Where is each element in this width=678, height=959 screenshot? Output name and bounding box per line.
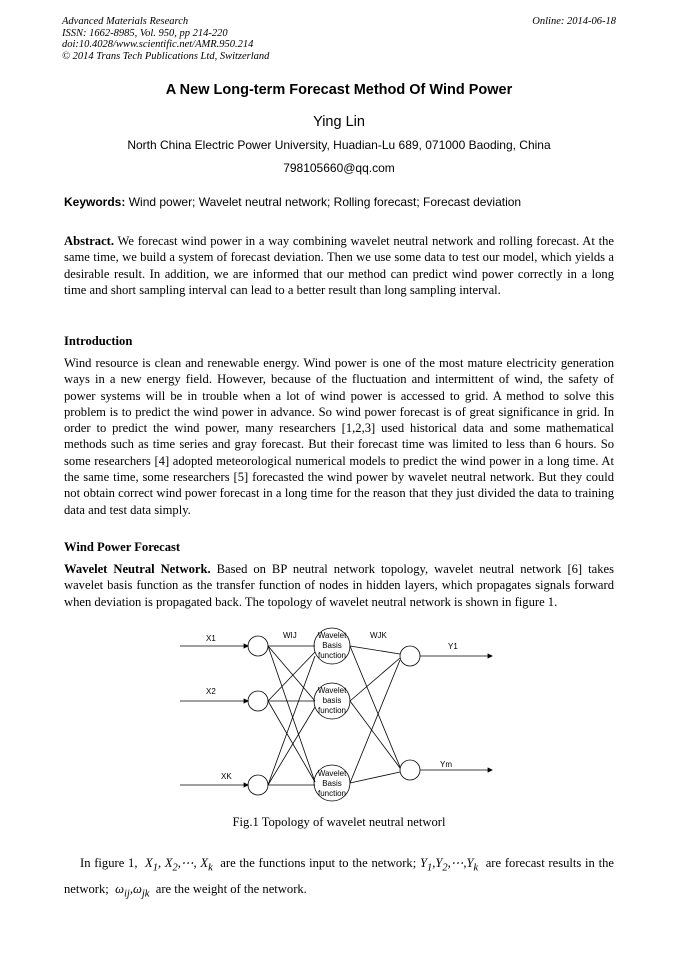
- input-node: [248, 636, 268, 656]
- hidden-label: function: [317, 706, 347, 715]
- hidden-label: Wavelet: [317, 631, 347, 640]
- after-fig-weights-text: are the weight of the network.: [155, 881, 307, 896]
- wnn-text: Based on BP neutral network topology, wavelet neutral network [6] takes wavelet basis function as the transfer function of nodes in hidden layers, which propagates signals forward when deviation is propagated back. The topology of wavelet neutral network is shown in figure 1.: [64, 562, 614, 609]
- affiliation: North China Electric Power University, Huadian-Lu 689, 071000 Baoding, China: [127, 138, 551, 152]
- math-outputs: $Y_1,Y_2,\cdots,Y_k$: [419, 856, 479, 874]
- hidden-label: basis: [322, 696, 342, 705]
- weight-link: [268, 646, 315, 782]
- arrow-head: [244, 699, 248, 703]
- intro-text: Wind resource is clean and renewable energy. Wind power is one of the most mature electricity generation ways in a new energy field. However, because of the fluctuation and intermittent of wind, the safety of power systems will be in trouble when a lot of wind power is accessed to grid. A method to solve this problem is to predict the wind power in advance. So wind power forecast is of great significance in grid. In order to predict the wind power, many researchers [1,2,3] used historical data and some mathematical methods such as time series and gray forecast. But their forecast time was limited to less than 6 hours. So some researchers [4] adopted meteorological numerical models to predict the wind power in a long time. At the same time, some researchers [5] forecasted the wind power by wavelet neutral network. But they could not obtain correct wind power forecast in a long time for the reason that they just divided the data to training data and test data simply.: [64, 356, 614, 517]
- arrow-head: [244, 644, 248, 648]
- journal-name: Advanced Materials Research: [62, 16, 189, 27]
- weight-link: [350, 701, 400, 768]
- weight-link: [350, 772, 400, 783]
- keywords: [64, 195, 521, 209]
- hidden-label: function: [317, 651, 347, 660]
- output-label: Ym: [440, 760, 452, 769]
- arrow-head: [244, 783, 248, 787]
- figure-caption: Fig.1 Topology of wavelet neutral networl: [232, 815, 446, 829]
- arrow-head: [488, 768, 492, 772]
- hidden-label: Basis: [322, 779, 342, 788]
- intro-heading: Introduction: [64, 334, 133, 348]
- weights-in-label: WIJ: [283, 631, 297, 640]
- input-label: X2: [206, 687, 216, 696]
- input-node: [248, 691, 268, 711]
- weight-link: [350, 660, 400, 783]
- wnn-label: Wavelet Neutral Network.: [64, 562, 211, 576]
- online-date: Online: 2014-06-18: [532, 16, 616, 27]
- wnn-paragraph: [64, 561, 614, 610]
- weight-link: [268, 646, 315, 701]
- copyright: © 2014 Trans Tech Publications Ltd, Switzerland: [62, 50, 270, 62]
- after-fig-inputs-text: are the functions input to the network;: [220, 856, 417, 870]
- input-node: [248, 775, 268, 795]
- abstract-text: We forecast wind power in a way combining wavelet neutral network and rolling forecast. At the same time, we build a system of forecast deviation. Then we use some data to test our model, which yields a desirable result. In addition, we are informed that our method can predict wind power correctly in a long time and short sampling interval can lead to a better result than long sampling interval.: [64, 234, 614, 297]
- weights-out-label: WJK: [370, 631, 387, 640]
- wavelet-network-figure: [178, 622, 498, 812]
- paper-title: A New Long-term Forecast Method Of Wind Power: [165, 82, 513, 98]
- keywords-label: Keywords:: [64, 195, 126, 209]
- after-figure-paragraph: [64, 853, 614, 904]
- hidden-label: Wavelet: [317, 686, 347, 695]
- weight-link: [268, 707, 315, 785]
- doi: doi:10.4028/www.scientific.net/AMR.950.214: [62, 39, 254, 50]
- output-label: Y1: [448, 642, 458, 651]
- abstract: [64, 233, 614, 298]
- hidden-label: function: [317, 789, 347, 798]
- weight-link: [350, 646, 400, 654]
- hidden-label: Wavelet: [317, 769, 347, 778]
- weight-link: [268, 656, 315, 785]
- arrow-head: [488, 654, 492, 658]
- journal-metadata: [62, 16, 269, 62]
- output-node: [400, 760, 420, 780]
- wpf-heading: Wind Power Forecast: [64, 540, 181, 554]
- input-label: X1: [206, 634, 216, 643]
- math-inputs: $X_1$, $X_2,\cdots$, $X_k$: [141, 856, 213, 874]
- issn: ISSN: 1662-8985, Vol. 950, pp 214-220: [62, 27, 228, 39]
- hidden-label: Basis: [322, 641, 342, 650]
- input-label: XK: [221, 772, 232, 781]
- keywords-text: Wind power; Wavelet neutral network; Rolling forecast; Forecast deviation: [128, 195, 522, 209]
- author-name: Ying Lin: [313, 114, 365, 130]
- author-email: 798105660@qq.com: [283, 161, 395, 175]
- math-weights: $\omega_{ij},\omega_{jk}$: [111, 881, 150, 900]
- abstract-label: Abstract.: [64, 234, 115, 248]
- output-node: [400, 646, 420, 666]
- after-fig-outputs-text: are forecast results in the network;: [64, 856, 614, 896]
- after-fig-lead: In figure 1,: [80, 856, 138, 870]
